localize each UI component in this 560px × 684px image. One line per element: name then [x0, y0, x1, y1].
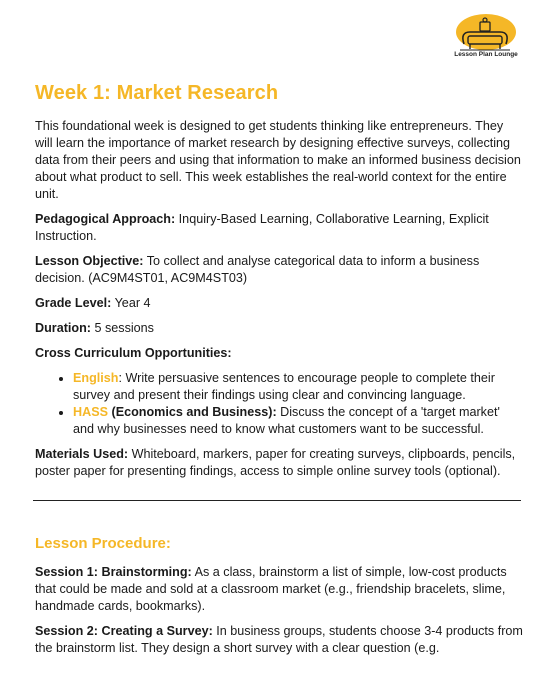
pedagogical-approach: [35, 211, 523, 245]
duration-value: 5 sessions: [90, 321, 154, 335]
session-2: Session 2: Creating a Survey: In business groups, students choose 3-4 products from the brainstorm list. They design a short survey with a clear question (e.g.: [35, 624, 523, 655]
intro-paragraph: This foundational week is designed to get students thinking like entrepreneurs. They will learn the importance of market research by designing effective surveys, collecting data from their peers and using that information to make an informed business decision about what product to sell. This week establishes the real-world context for the entire unit.: [35, 119, 521, 201]
materials-used: [35, 446, 523, 480]
procedure-heading: Lesson Procedure:: [35, 535, 171, 552]
cross-curriculum-heading: Cross Curriculum Opportunities:: [35, 346, 232, 360]
page-title: Week 1: Market Research: [35, 82, 279, 104]
lesson-objective: [35, 253, 523, 287]
grade-value: Year 4: [111, 296, 151, 310]
subject-english: English: [73, 371, 119, 385]
session-1: Session 1: Brainstorming: As a class, brainstorm a list of simple, low-cost products that could be made and sold at a classroom market (e.g., friendship bracelets, slime, handmade cards, bookmarks).: [35, 565, 507, 613]
logo-text: Lesson Plan Lounge: [454, 51, 518, 58]
pedagogical-value: Inquiry-Based Learning, Collaborative Learning, Explicit Instruction.: [35, 212, 489, 243]
cross-curriculum-list: [35, 370, 523, 438]
list-item: • English: Write persuasive sentences to encourage people to complete their survey and present their findings using clear and convincing language.: [73, 370, 523, 404]
objective-label: Lesson Objective:: [35, 254, 144, 268]
document-body: [35, 118, 523, 665]
subject-hass: HASS: [73, 405, 108, 419]
list-item: • HASS (Economics and Business): Discuss the concept of a 'target market' and why businesses need to know what customers want to be successful.: [73, 404, 523, 438]
grade-level: [35, 295, 523, 312]
materials-value: Whiteboard, markers, paper for creating surveys, clipboards, pencils, poster paper for presenting findings, access to simple online survey tools (optional).: [35, 447, 516, 478]
duration-label: Duration:: [35, 321, 91, 335]
pedagogical-label: Pedagogical Approach:: [35, 212, 176, 226]
duration: [35, 320, 523, 337]
materials-label: Materials Used:: [35, 447, 129, 461]
grade-label: Grade Level:: [35, 296, 112, 310]
section-divider: [33, 500, 521, 501]
objective-value: To collect and analyse categorical data to inform a business decision. (AC9M4ST01, AC9M4ST03): [35, 254, 480, 285]
